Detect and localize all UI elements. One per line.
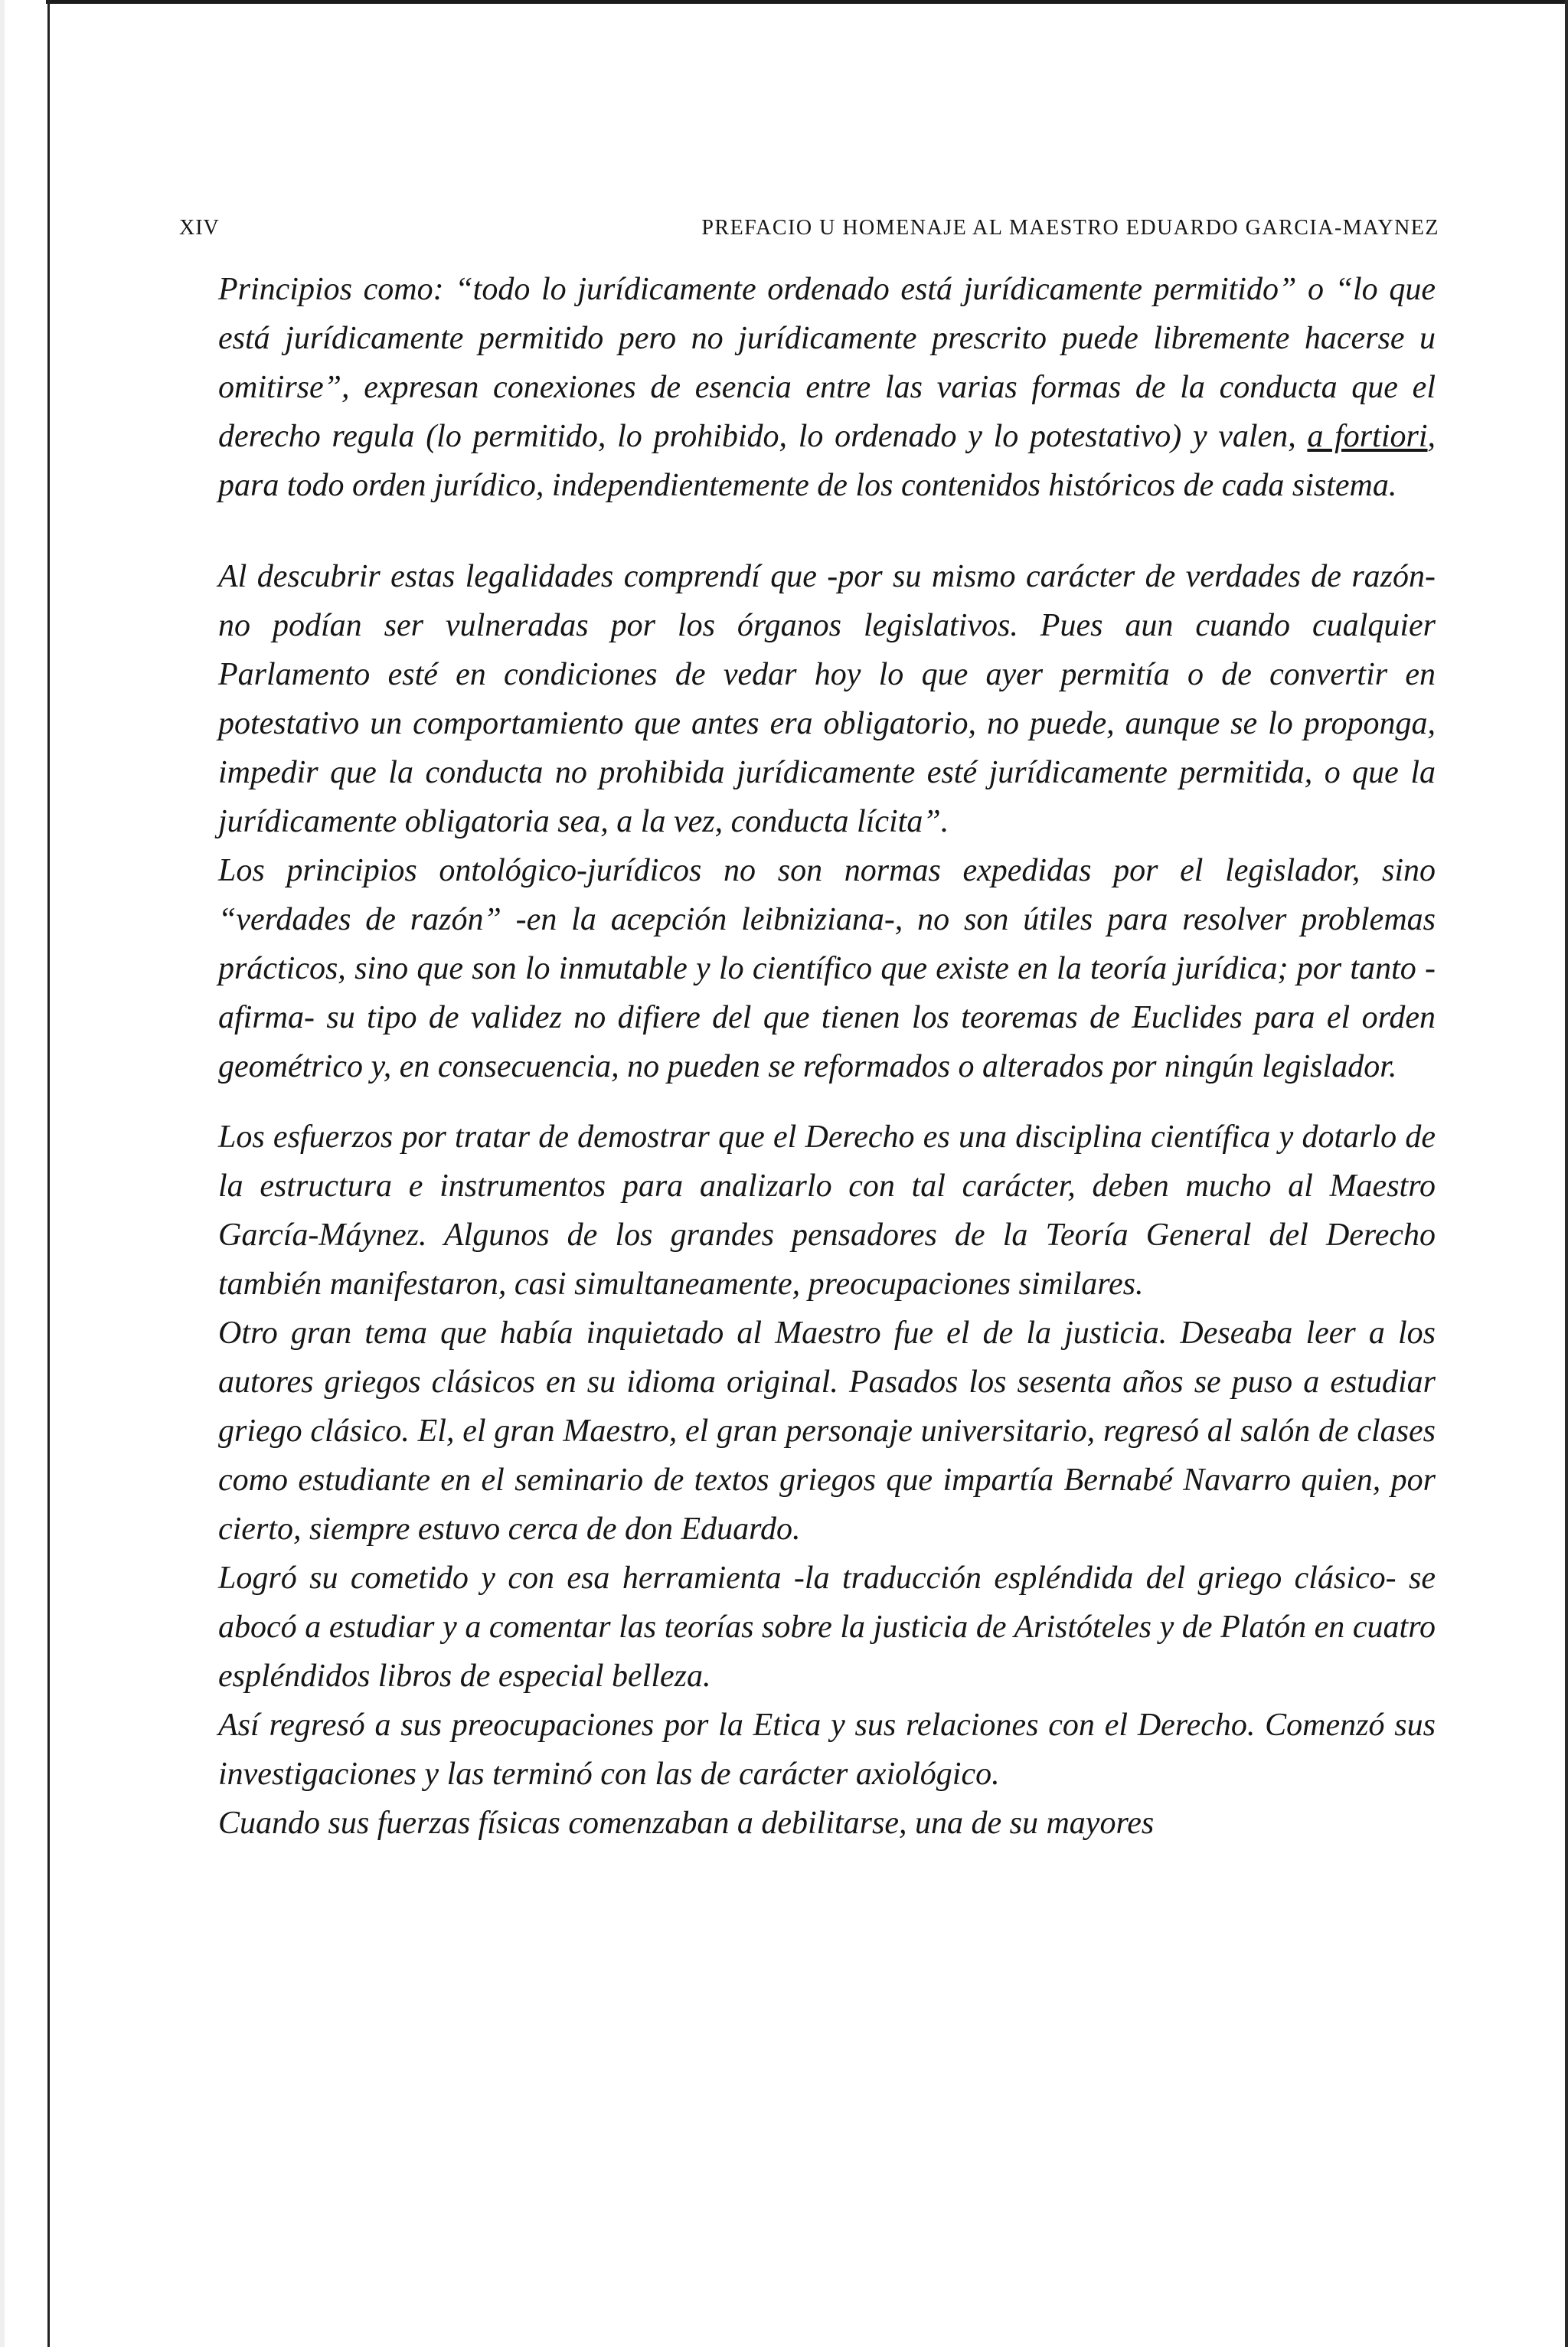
page-number: XIV bbox=[179, 216, 220, 240]
paragraph-fuerzas: Cuando sus fuerzas físicas comenzaban a debilitarse, una de su mayores bbox=[218, 1806, 1155, 1841]
paragraph-esfuerzos: Los esfuerzos por tratar de demostrar que el Derecho es una disciplina científica y dotarlo de la estructura e instrumentos para analizarlo con tal carácter, deben mucho al Maestro García-Máynez. Algunos de los grandes pensadores de la Teoría General del Derecho también manifestaron, casi simultaneamente, preocupaciones similares. bbox=[218, 1120, 1436, 1302]
paragraph-justicia: Otro gran tema que había inquietado al Maestro fue el de la justicia. Deseaba leer a los autores griegos clásicos en su idioma original. Pasados los sesenta años se puso a estudiar griego clásico. El, el gran Maestro, el gran personaje universitario, regresó al salón de clases como estudiante en el seminario de textos griegos que impartía Bernabé Navarro quien, por cierto, siempre estuvo cerca de don Eduardo. bbox=[218, 1316, 1436, 1547]
paragraph-principios bbox=[218, 265, 1436, 510]
latin-phrase: a fortiori bbox=[1307, 419, 1428, 454]
paragraph-text: Principios como: “todo lo jurídicamente ordenado está jurídicamente permitido” o “lo que está jurídicamente permitido pero no jurídicamente prescrito puede libremente hacerse u omitirse”, expresan conexiones de esencia entre las varias formas de la conducta que el derecho regula (lo permitido, lo prohibido, lo ordenado y lo potestativo) y valen, bbox=[218, 272, 1436, 454]
body-text bbox=[218, 265, 1436, 1848]
paragraph-cometido: Logró su cometido y con esa herramienta -la traducción espléndida del griego clásico- se abocó a estudiar y a comentar las teorías sobre la justicia de Aristóteles y de Platón en cuatro espléndidos libros de especial belleza. bbox=[218, 1561, 1436, 1694]
paragraph-etica: Así regresó a sus preocupaciones por la Etica y sus relaciones con el Derecho. Comenzó sus investigaciones y las terminó con las de carácter axiológico. bbox=[218, 1708, 1436, 1792]
paragraph-text: , para todo orden jurídico, independientemente de los contenidos históricos de cada sistema. bbox=[218, 419, 1436, 503]
running-title: PREFACIO U HOMENAJE AL MAESTRO EDUARDO GARCIA-MAYNEZ bbox=[701, 216, 1439, 240]
paragraph-ontologico: Los principios ontológico-jurídicos no son normas expedidas por el legislador, sino “verdades de razón” -en la acepción leibniziana-, no son útiles para resolver problemas prácticos, sino que son lo inmutable y lo científico que existe en la teoría jurídica; por tanto -afirma- su tipo de validez no difiere del que tienen los teoremas de Euclides para el orden geométrico y, en consecuencia, no pueden se reformados o alterados por ningún legislador. bbox=[218, 853, 1436, 1084]
paragraph-legalidades: Al descubrir estas legalidades comprendí que -por su mismo carácter de verdades de razón- no podían ser vulneradas por los órganos legislativos. Pues aun cuando cualquier Parlamento esté en condiciones de vedar hoy lo que ayer permitía o de convertir en potestativo un comportamiento que antes era obligatorio, no puede, aunque se lo proponga, impedir que la conducta no prohibida jurídicamente esté jurídicamente permitida, o que la jurídicamente obligatoria sea, a la vez, conducta lícita”. bbox=[218, 559, 1436, 839]
running-head bbox=[179, 216, 1439, 254]
